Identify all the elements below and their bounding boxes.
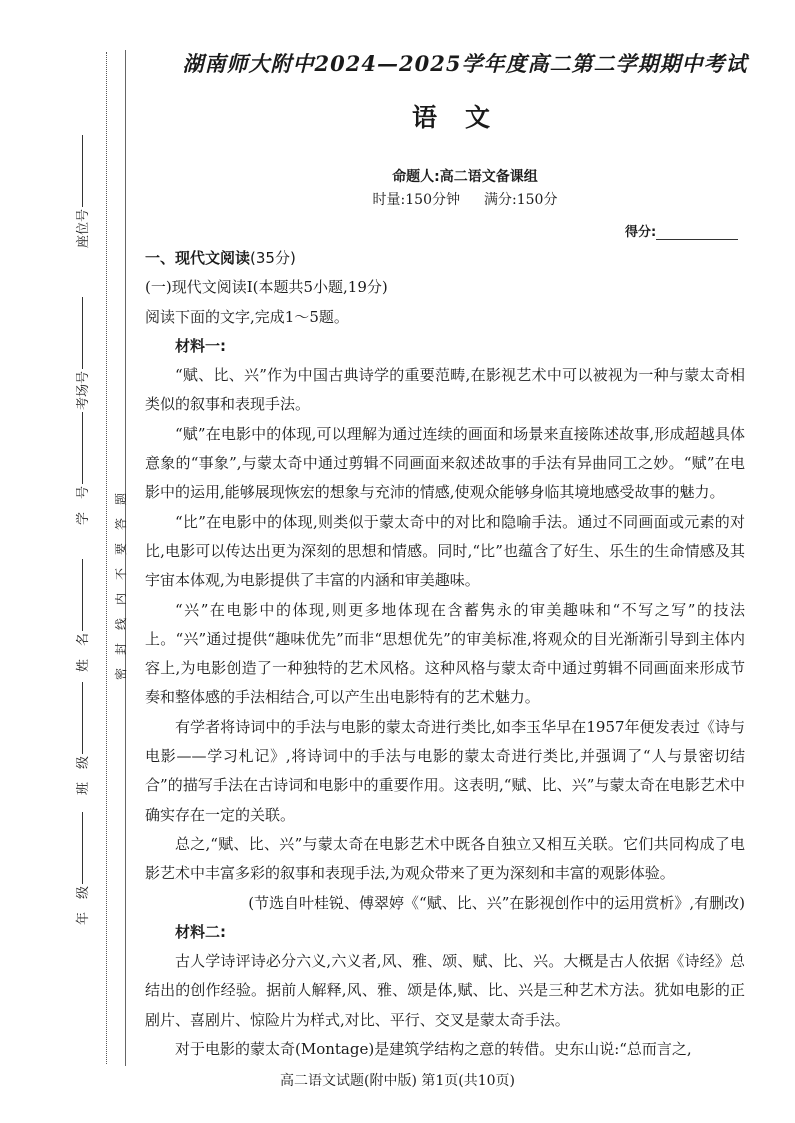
class-blank[interactable] [81, 682, 83, 754]
binding-margin [72, 0, 102, 1123]
exam-room-blank[interactable] [81, 297, 83, 369]
paragraph: 有学者将诗词中的手法与电影的蒙太奇进行类比,如李玉华早在1957年便发表过《诗与电影——学习札记》,将诗词中的手法与电影的蒙太奇进行类比,并强调了“人与景密切结合”的描写手法在古诗词和电影中的重要作用。这表明,“赋、比、兴”与蒙太奇在电影艺术中确实存在一定的关联。 [145, 717, 745, 824]
page-footer: 高二语文试题(附中版) 第1页(共10页) [279, 1073, 516, 1089]
seat-number-blank[interactable] [81, 135, 83, 207]
class-label: 班 级 [76, 755, 91, 795]
seat-number-label: 座位号 [76, 208, 91, 248]
exam-room-field[interactable] [72, 297, 91, 410]
subsection-heading: (一)现代文阅读Ⅰ(本题共5小题,19分) [145, 278, 388, 297]
paragraph: 总之,“赋、比、兴”与蒙太奇在电影艺术中既各自独立又相互关联。它们共同构成了电影艺术中丰富多彩的叙事和表现手法,为观众带来了更为深刻和丰富的观影体验。 [145, 834, 745, 883]
name-blank[interactable] [81, 559, 83, 631]
paragraph: 对于电影的蒙太奇(Montage)是建筑学结构之意的转借。史东山说:“总而言之, [175, 1040, 692, 1059]
name-field[interactable] [72, 559, 91, 672]
section-heading [145, 244, 745, 273]
paragraph: “赋、比、兴”作为中国古典诗学的重要范畴,在影视艺术中可以被视为一种与蒙太奇相类似的叙事和表现手法。 [145, 366, 745, 414]
timing-line [165, 189, 765, 209]
paragraph: “兴”在电影中的体现,则更多地体现在含蓄隽永的审美趣味和“不写之写”的技法上。“兴”通过提供“趣味优先”而非“思想优先”的审美标准,将观众的目光渐渐引导到主体内容上,为电影创造了一种独特的艺术风格。这种风格与蒙太奇中通过剪辑不同画面来形成节奏和整体感的手法相结合,可以产生出电影特有的艺术魅力。 [145, 600, 745, 707]
paragraph: 古人学诗评诗必分六义,六义者,风、雅、颂、赋、比、兴。大概是古人依据《诗经》总结出的创作经验。据前人解释,风、雅、颂是体,赋、比、兴是三种艺术方法。犹如电影的正剧片、喜剧片、惊险片为样式,对比、平行、交叉是蒙太奇手法。 [145, 952, 745, 1029]
student-id-label: 学 号 [76, 485, 91, 525]
student-id-field[interactable] [72, 412, 91, 525]
score-field[interactable] [625, 221, 738, 240]
paragraph: “比”在电影中的体现,则类似于蒙太奇中的对比和隐喻手法。通过不同画面或元素的对比,电影可以传达出更为深刻的思想和情感。同时,“比”也蕴含了好生、乐生的生命情感及其宇宙本体观,为电影提供了丰富的内涵和审美趣味。 [145, 512, 745, 590]
reading-section [145, 244, 745, 1064]
student-id-blank[interactable] [81, 412, 83, 484]
instruction: 阅读下面的文字,完成1～5题。 [145, 307, 349, 326]
name-label: 姓 名 [76, 632, 91, 672]
grade-label: 年 级 [76, 885, 91, 925]
grade-field[interactable] [72, 812, 91, 925]
seat-number-field[interactable] [72, 135, 91, 248]
full-score: 满分:150分 [484, 192, 558, 208]
material-2-title: 材料二: [175, 922, 226, 941]
binding-dotted-line [106, 52, 107, 1064]
score-blank[interactable] [656, 227, 738, 240]
paragraph: “赋”在电影中的体现,可以理解为通过连续的画面和场景来直接陈述故事,形成超越具体意象的“事象”,与蒙太奇中通过剪辑不同画面来叙述故事的手法有异曲同工之妙。“赋”在电影中的运用,能够展现恢宏的想象与充沛的情感,使观众能够身临其境地感受故事的魅力。 [145, 424, 745, 502]
material-1-title: 材料一: [175, 336, 226, 355]
subject-title: 语文 [411, 103, 518, 132]
seal-line-notice: 密封线内不要答题 [114, 479, 128, 680]
section-points: (35分) [250, 249, 296, 267]
time-limit: 时量:150分钟 [372, 192, 460, 208]
score-label: 得分: [625, 225, 657, 240]
class-field[interactable] [72, 682, 91, 795]
section-title: 一、现代文阅读 [145, 249, 251, 267]
author-line: 命题人:高二语文备课组 [392, 169, 538, 185]
material-1-source: (节选自叶桂锐、傅翠婷《“赋、比、兴”在影视创作中的运用赏析》,有删改) [248, 893, 745, 912]
grade-blank[interactable] [81, 812, 83, 884]
exam-room-label: 考场号 [76, 370, 91, 410]
exam-title: 湖南师大附中2024—2025学年度高二第二学期期中考试 [182, 51, 748, 76]
